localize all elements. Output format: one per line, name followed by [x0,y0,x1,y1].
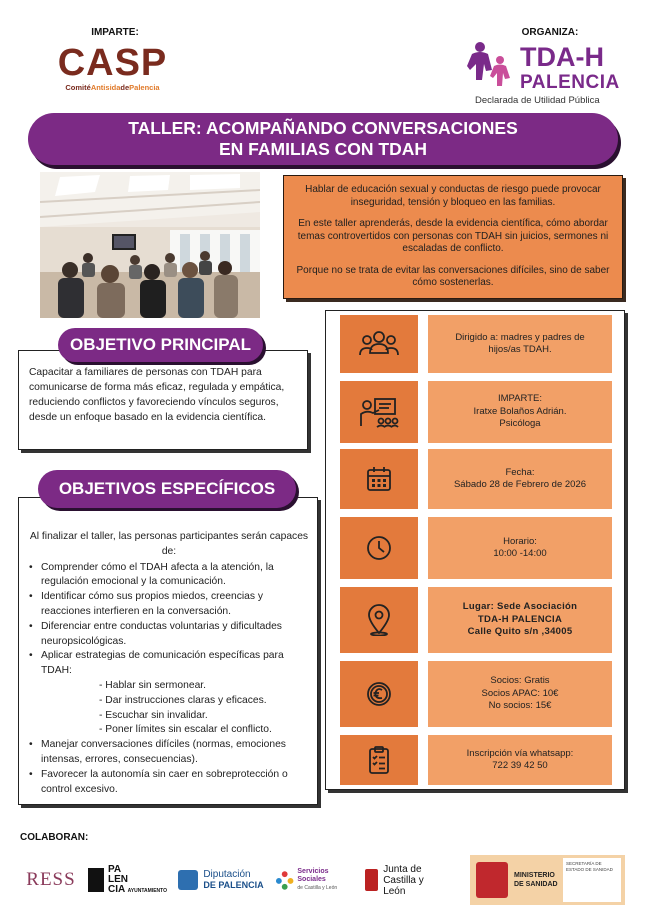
workshop-photo [40,172,260,318]
objetivos-especificos-heading: OBJETIVOS ESPECÍFICOS [38,470,296,508]
diputacion-palencia-logo: Diputación DE PALENCIA [175,855,267,905]
tdah-logo-title: TDA-H [520,42,604,72]
info-row-precio [340,661,612,727]
info-row-imparte [340,381,612,443]
list-item: • Aplicar estrategias de comunicación específicas para TDAH: [29,649,309,679]
objetivo-principal-text: Capacitar a familiares de personas con TDAH para comunicarse de forma más eficaz, regulada y empática, reduciendo conflictos y favoreciendo vínculos seguros, desde un enfoque basado en la evidencia científica. [29,367,285,423]
objetivo-principal-heading: OBJETIVO PRINCIPAL [58,328,263,362]
tdah-logo-city: PALENCIA [520,72,620,93]
objetivo-principal-box [18,350,308,450]
info-text-inscripcion: Inscripción vía whatsapp: 722 39 42 50 [428,735,612,785]
info-row-dirigido [340,315,612,373]
intro-paragraph-3: Porque no se trata de evitar las conversaciones difíciles, sino de saber cómo sostenerlas. [296,264,610,288]
servicios-sociales-logo: Servicios Sociales de Castilla y León [275,855,357,905]
list-item: • Diferenciar entre conductas voluntarias y dificultades neuropsicológicas. [29,620,309,650]
euro-coin-icon [340,661,418,727]
junta-castilla-leon-logo: Junta de Castilla y León [365,855,445,905]
info-text-dirigido: Dirigido a: madres y padres de hijos/as TDAH. [428,315,612,373]
tdah-logo-declaration: Declarada de Utilidad Pública [475,95,600,106]
info-row-lugar [340,587,612,653]
sublist-item: - Hablar sin sermonear. [99,679,207,691]
casp-logo-word: CASP [57,42,168,84]
clipboard-icon [340,735,418,785]
clock-icon [340,517,418,579]
location-pin-icon [340,587,418,653]
casp-logo [50,43,175,103]
escudo-icon [476,862,508,898]
intro-paragraph-1: Hablar de educación sexual y conductas de riesgo puede provocar inseguridad, tensión y bloqueo en las familias. [305,184,601,208]
title-line-1: TALLER: ACOMPAÑANDO CONVERSACIONES [128,118,518,138]
ayuntamiento-palencia-logo: PA LEN CIA AYUNTAMIENTO [88,855,168,905]
organiza-label: ORGANIZA: [521,27,579,38]
tdah-palencia-logo [460,38,625,110]
ministerio-sanidad-logo: MINISTERIO DE SANIDAD SECRETARÍA DE ESTADO DE SANIDAD [470,855,625,905]
list-item: • Favorecer la autonomía sin caer en sobreprotección o control excesivo. [29,768,309,798]
intro-box [283,175,623,299]
info-text-precio: Socios: Gratis Socios APAC: 10€ No socios: 15€ [428,661,612,727]
info-text-horario: Horario: 10:00 -14:00 [428,517,612,579]
info-row-inscripcion [340,735,612,785]
imparte-label: IMPARTE: [91,27,139,38]
sublist-item: - Dar instrucciones claras y eficaces. [99,694,267,706]
sublist-item: - Escuchar sin invalidar. [99,709,208,721]
title-banner [28,113,618,165]
info-row-fecha [340,449,612,509]
info-text-fecha: Fecha: Sábado 28 de Febrero de 2026 [428,449,612,509]
list-item: • Comprender cómo el TDAH afecta a la atención, la regulación emocional y la comunicación. [29,561,309,591]
info-panel [325,310,625,790]
family-figures-icon [466,40,514,92]
colaboran-label: COLABORAN: [20,832,89,843]
workshop-room-image [40,172,260,318]
objetivos-especificos-list [29,561,309,679]
people-icon [340,315,418,373]
estrategias-sublist [29,679,309,738]
info-text-imparte: IMPARTE: Iratxe Bolaños Adrián. Psicóloga [428,381,612,443]
objetivos-especificos-box [18,497,318,805]
info-text-lugar: Lugar: Sede Asociación TDA-H PALENCIA Calle Quito s/n ,34005 [428,587,612,653]
ress-logo: RESS [26,869,76,890]
intro-paragraph-2: En este taller aprenderás, desde la evidencia científica, cómo abordar temas controvertidos con personas con TDAH sin juicios, sermones ni escaladas de conflicto. [297,218,609,254]
title-line-2: EN FAMILIAS CON TDAH [218,139,428,159]
casp-logo-subtitle: ComitéAntisidadePalencia [65,83,160,92]
list-item: • Identificar cómo sus propios miedos, creencias y reacciones interfieren en la conversación. [29,590,309,620]
calendar-icon [340,449,418,509]
info-row-horario [340,517,612,579]
objetivos-especificos-intro: Al finalizar el taller, las personas participantes serán capaces de: [29,531,309,557]
teacher-icon [340,381,418,443]
sublist-item: - Poner límites sin escalar el conflicto. [99,724,272,736]
servicios-sociales-icon [275,870,294,890]
objetivos-especificos-list-continued [29,738,309,797]
list-item: • Manejar conversaciones difíciles (normas, emociones intensas, errores, consecuencias). [29,738,309,768]
